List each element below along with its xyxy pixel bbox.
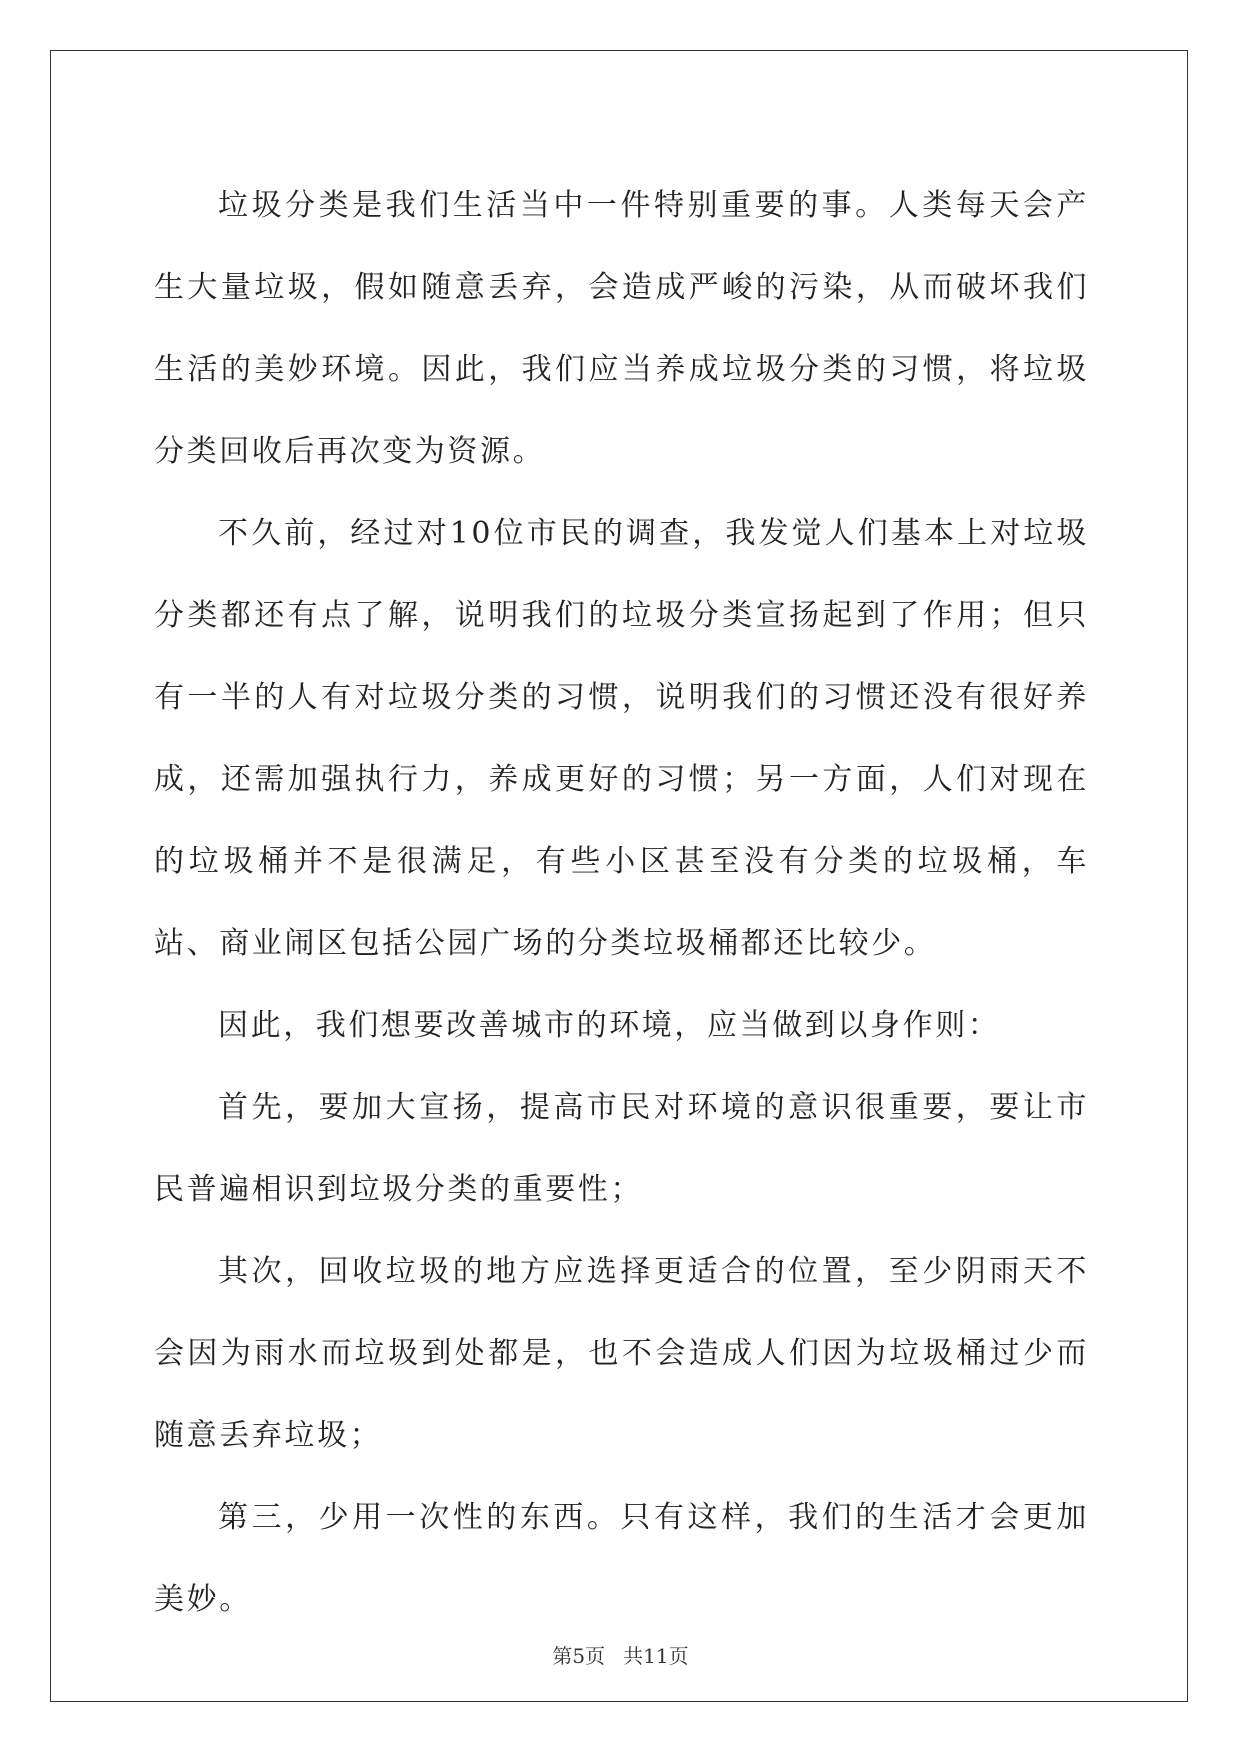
document-body: [154, 165, 1089, 1641]
paragraph-2: 不久前，经过对10位市民的调查，我发觉人们基本上对垃圾分类都还有点了解，说明我们的垃圾分类宣扬起到了作用；但只有一半的人有对垃圾分类的习惯，说明我们的习惯还没有很好养成，还需加强执行力，养成更好的习惯；另一方面，人们对现在的垃圾桶并不是很满足，有些小区甚至没有分类的垃圾桶，车站、商业闹区包括公园广场的分类垃圾桶都还比较少。: [154, 516, 1089, 961]
paragraph-1: 垃圾分类是我们生活当中一件特别重要的事。人类每天会产生大量垃圾，假如随意丢弃，会造成严峻的污染，从而破坏我们生活的美妙环境。因此，我们应当养成垃圾分类的习惯，将垃圾分类回收后再次变为资源。: [154, 188, 1089, 469]
paragraph-5: 其次，回收垃圾的地方应选择更适合的位置，至少阴雨天不会因为雨水而垃圾到处都是，也不会造成人们因为垃圾桶过少而随意丢弃垃圾；: [154, 1254, 1089, 1453]
paragraph-3: 因此，我们想要改善城市的环境，应当做到以身作则：: [218, 1008, 1001, 1043]
page-number: 第5页: [552, 1644, 606, 1668]
page-footer: [0, 1640, 1241, 1669]
page-total: 共11页: [623, 1644, 689, 1668]
paragraph-4: 首先，要加大宣扬，提高市民对环境的意识很重要，要让市民普遍相识到垃圾分类的重要性；: [154, 1090, 1089, 1207]
paragraph-6: 第三，少用一次性的东西。只有这样，我们的生活才会更加美妙。: [154, 1500, 1089, 1617]
